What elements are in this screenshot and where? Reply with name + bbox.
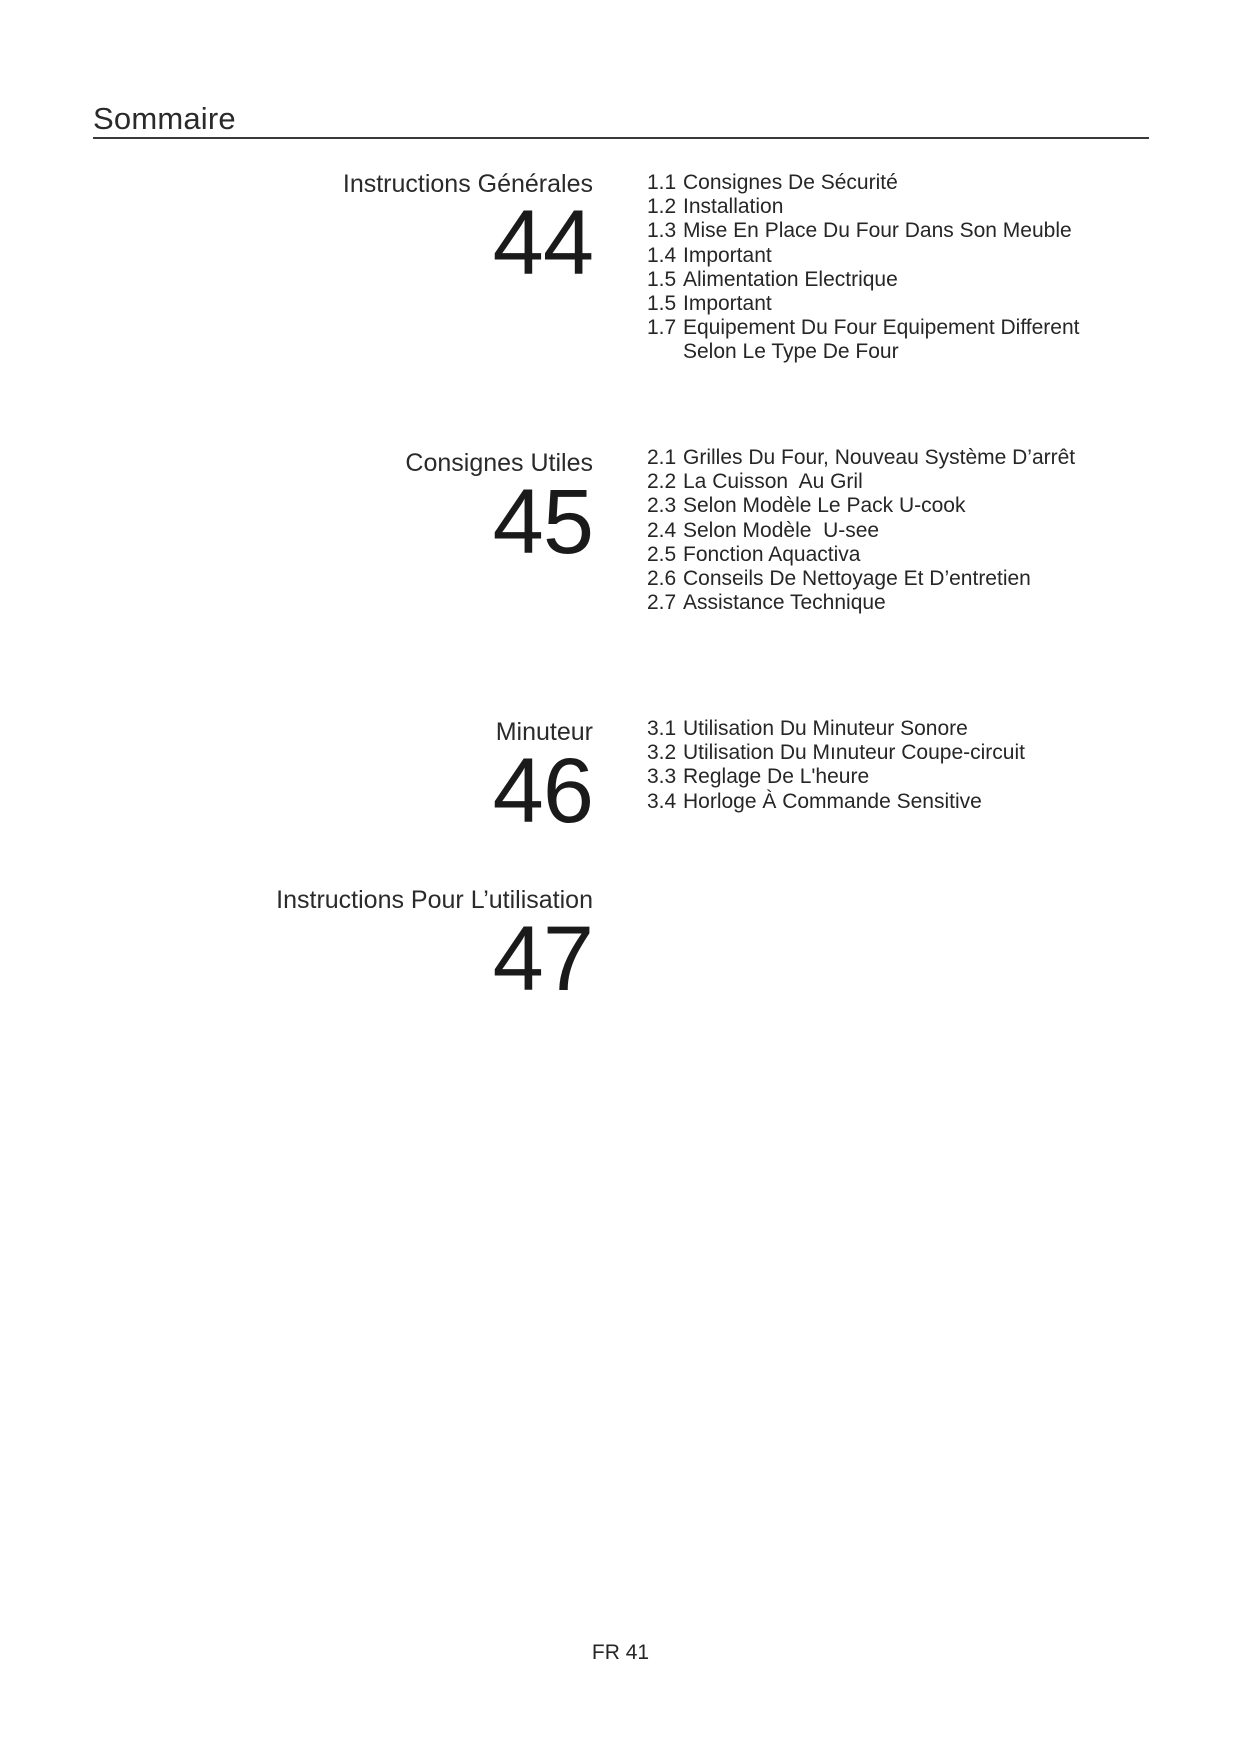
toc-item (647, 765, 1025, 789)
item-text-continuation: Selon Le Type De Four (683, 340, 899, 364)
toc-item (647, 195, 1080, 219)
section-page-number: 45 (492, 471, 593, 573)
item-number: 1.1 (647, 171, 677, 194)
item-number: 3.1 (647, 717, 677, 740)
title-divider (93, 137, 1149, 139)
section-item-list (647, 446, 1075, 615)
toc-item (647, 316, 1080, 364)
item-text: Assistance Technique (683, 591, 886, 615)
item-text: Equipement Du Four Equipement Different (683, 316, 1080, 340)
section-heading: Minuteur (495, 718, 593, 746)
section-heading: Consignes Utiles (405, 449, 593, 477)
toc-item (647, 219, 1080, 243)
toc-item (647, 567, 1075, 591)
item-number: 2.3 (647, 494, 677, 518)
item-number: 1.5 (647, 292, 677, 316)
item-text: Important (683, 243, 772, 267)
section-page-number: 46 (492, 740, 593, 842)
item-text: Installation (683, 195, 784, 219)
toc-item (647, 543, 1075, 567)
item-number: 2.4 (647, 518, 677, 542)
toc-item (647, 519, 1075, 543)
item-number: 3.4 (647, 789, 677, 813)
item-number: 1.4 (647, 243, 677, 267)
toc-item (647, 741, 1025, 765)
item-number: 1.7 (647, 316, 677, 340)
section-page-number: 44 (492, 192, 593, 294)
item-text: Reglage De L'heure (683, 765, 870, 789)
item-number: 2.1 (647, 446, 677, 469)
toc-item (647, 717, 1025, 741)
item-number: 2.2 (647, 470, 677, 494)
item-text: Horloge À Commande Sensitive (683, 789, 982, 813)
toc-item (647, 171, 1080, 195)
toc-item (647, 790, 1025, 814)
item-number: 2.6 (647, 567, 677, 591)
page-title: Sommaire (93, 101, 236, 136)
toc-item (647, 446, 1075, 470)
item-text: Consignes De Sécurité (683, 171, 898, 194)
toc-item (647, 591, 1075, 615)
item-number: 1.2 (647, 195, 677, 219)
item-text: Fonction Aquactiva (683, 542, 861, 566)
item-number: 3.2 (647, 741, 677, 765)
item-number: 3.3 (647, 765, 677, 789)
item-text: Selon Modèle U-see (683, 518, 880, 542)
toc-item (647, 244, 1080, 268)
section-heading: Instructions Pour L’utilisation (276, 886, 593, 914)
item-text: Utilisation Du Minuteur Sonore (683, 717, 968, 740)
toc-item (647, 470, 1075, 494)
toc-item (647, 292, 1080, 316)
section-item-list (647, 171, 1080, 365)
page-footer: FR 41 (591, 1641, 650, 1664)
section-item-list (647, 717, 1025, 814)
item-text: Grilles Du Four, Nouveau Système D’arrêt (683, 446, 1076, 469)
item-number: 2.7 (647, 591, 677, 615)
item-number: 1.3 (647, 219, 677, 243)
item-text: Selon Modèle Le Pack U-cook (683, 494, 966, 518)
toc-item (647, 268, 1080, 292)
section-heading: Instructions Générales (342, 170, 593, 198)
item-text: Important (683, 292, 772, 316)
item-number: 2.5 (647, 542, 677, 566)
item-text: Mise En Place Du Four Dans Son Meuble (683, 219, 1072, 243)
section-page-number: 47 (492, 908, 593, 1010)
item-text: Conseils De Nettoyage Et D’entretien (683, 567, 1031, 591)
item-text: Alimentation Electrique (683, 267, 898, 291)
toc-item (647, 494, 1075, 518)
item-text: Utilisation Du Mınuteur Coupe-circuit (683, 741, 1025, 765)
item-number: 1.5 (647, 267, 677, 291)
item-text: La Cuisson Au Gril (683, 470, 863, 494)
